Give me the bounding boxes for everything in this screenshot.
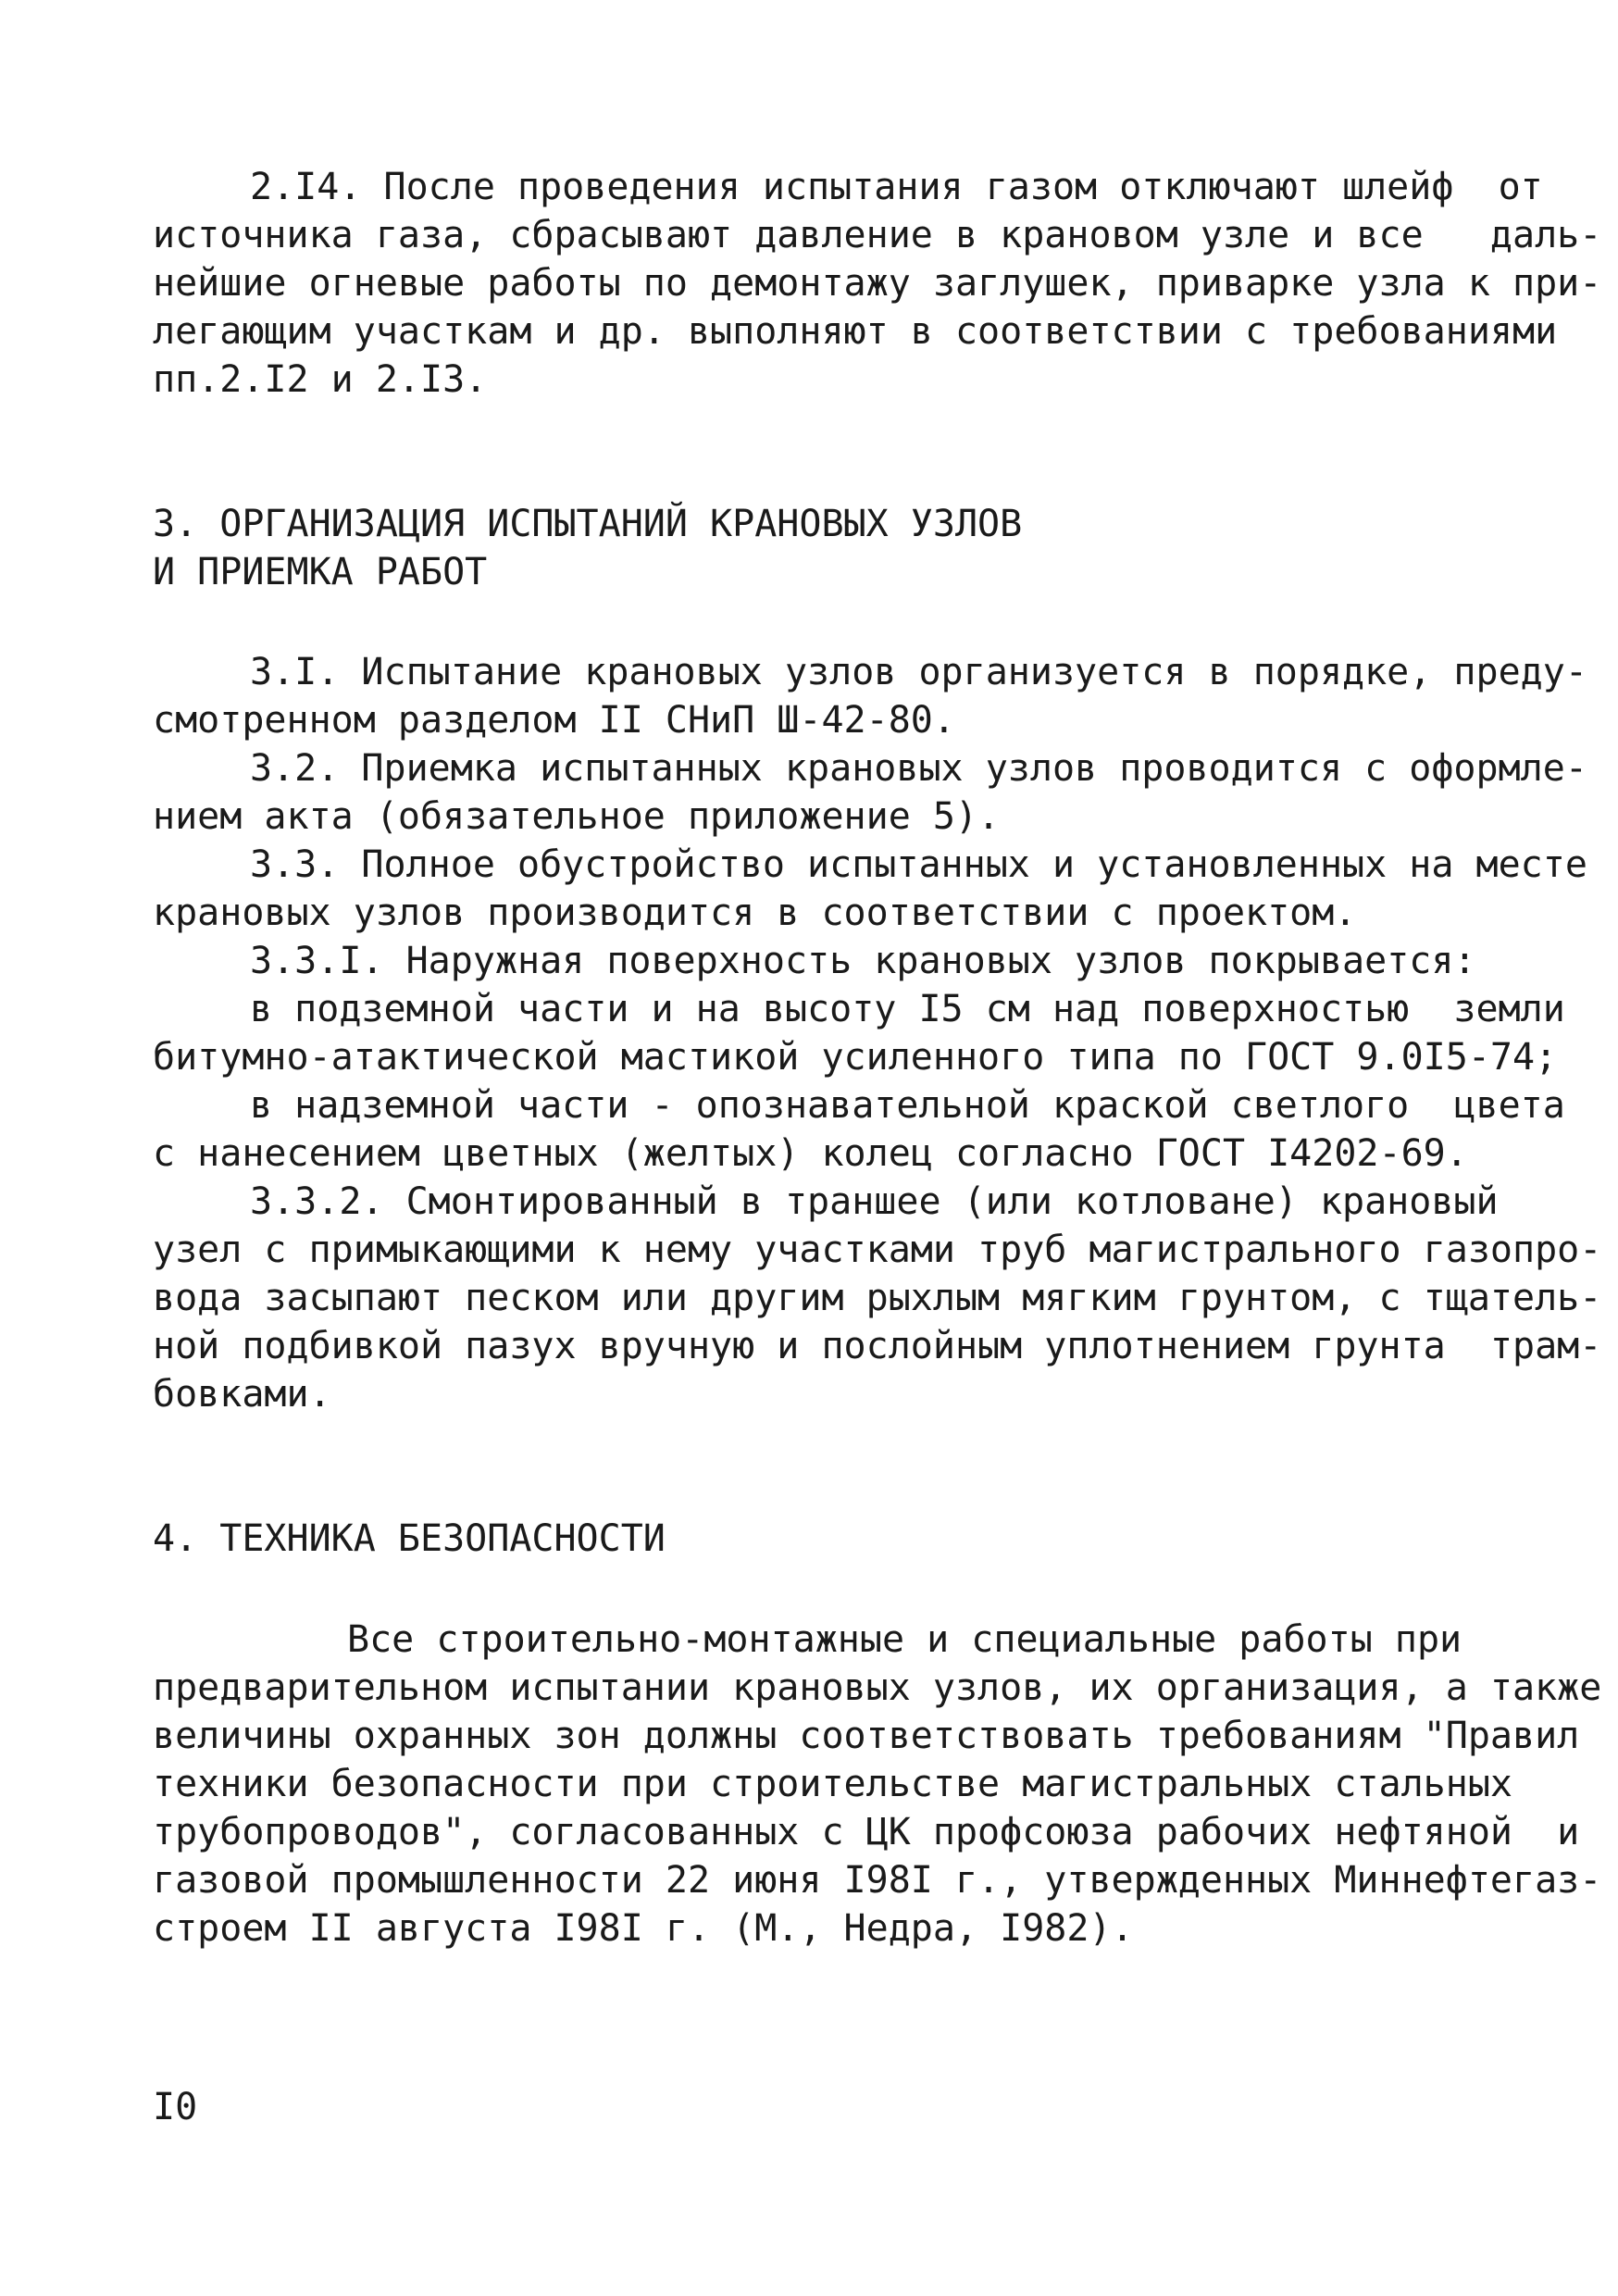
text-line: пп.2.I2 и 2.I3.	[153, 358, 488, 401]
heading-line: 3. ОРГАНИЗАЦИЯ ИСПЫТАНИЙ КРАНОВЫХ УЗЛОВ	[153, 503, 1023, 545]
text-line: нейшие огневые работы по демонтажу заглушек, приварке узла к при-	[153, 262, 1602, 305]
text-line: бовками.	[153, 1373, 331, 1416]
text-line: Все строительно-монтажные и специальные работы при	[347, 1618, 1462, 1661]
text-line: строем II августа I98I г. (М., Недра, I982).	[153, 1907, 1134, 1950]
section-4-heading: 4. ТЕХНИКА БЕЗОПАСНОСТИ	[153, 1517, 666, 1560]
text-line: крановых узлов производится в соответствии с проектом.	[153, 892, 1357, 934]
text-line: битумно-атактической мастикой усиленного типа по ГОСТ 9.0I5-74;	[153, 1036, 1558, 1079]
text-line: 3.3.2. Смонтированный в траншее (или котловане) крановый	[250, 1180, 1499, 1223]
text-line: 2.I4. После проведения испытания газом отключают шлейф от	[250, 166, 1543, 208]
text-line: ной подбивкой пазух вручную и послойным уплотнением грунта трам-	[153, 1325, 1602, 1367]
text-line: источника газа, сбрасывают давление в крановом узле и все даль-	[153, 214, 1602, 256]
text-line: в надземной части - опознавательной краской светлого цвета	[250, 1084, 1565, 1127]
heading-line: И ПРИЕМКА РАБОТ	[153, 551, 488, 593]
text-line: смотренном разделом II СНиП Ш-42-80.	[153, 699, 955, 742]
text-line: узел с примыкающими к нему участками труб магистрального газопро-	[153, 1229, 1602, 1271]
page-number: I0	[153, 2086, 198, 2128]
text-line: 3.2. Приемка испытанных крановых узлов проводится с оформле-	[250, 747, 1587, 790]
text-line: газовой промышленности 22 июня I98I г., утвержденных Миннефтегаз-	[153, 1859, 1602, 1902]
text-line: с нанесением цветных (желтых) колец согласно ГОСТ I4202-69.	[153, 1132, 1468, 1175]
text-line: легающим участкам и др. выполняют в соответствии с требованиями	[153, 310, 1558, 353]
text-line: техники безопасности при строительстве магистральных стальных	[153, 1763, 1513, 1805]
text-line: предварительном испытании крановых узлов, их организация, а также	[153, 1666, 1602, 1709]
text-line: 3.3.I. Наружная поверхность крановых узлов покрывается:	[250, 940, 1476, 982]
text-line: вода засыпают песком или другим рыхлым мягким грунтом, с тщатель-	[153, 1277, 1602, 1319]
text-line: 3.I. Испытание крановых узлов организуется в порядке, преду-	[250, 651, 1587, 693]
text-line: в подземной части и на высоту I5 см над поверхностью земли	[250, 988, 1565, 1030]
text-line: 3.3. Полное обустройство испытанных и установленных на месте	[250, 843, 1587, 886]
text-line: величины охранных зон должны соответствовать требованиям "Правил	[153, 1715, 1580, 1757]
text-line: трубопроводов", согласованных с ЦК профсоюза рабочих нефтяной и	[153, 1811, 1580, 1853]
text-line: нием акта (обязательное приложение 5).	[153, 795, 1001, 838]
